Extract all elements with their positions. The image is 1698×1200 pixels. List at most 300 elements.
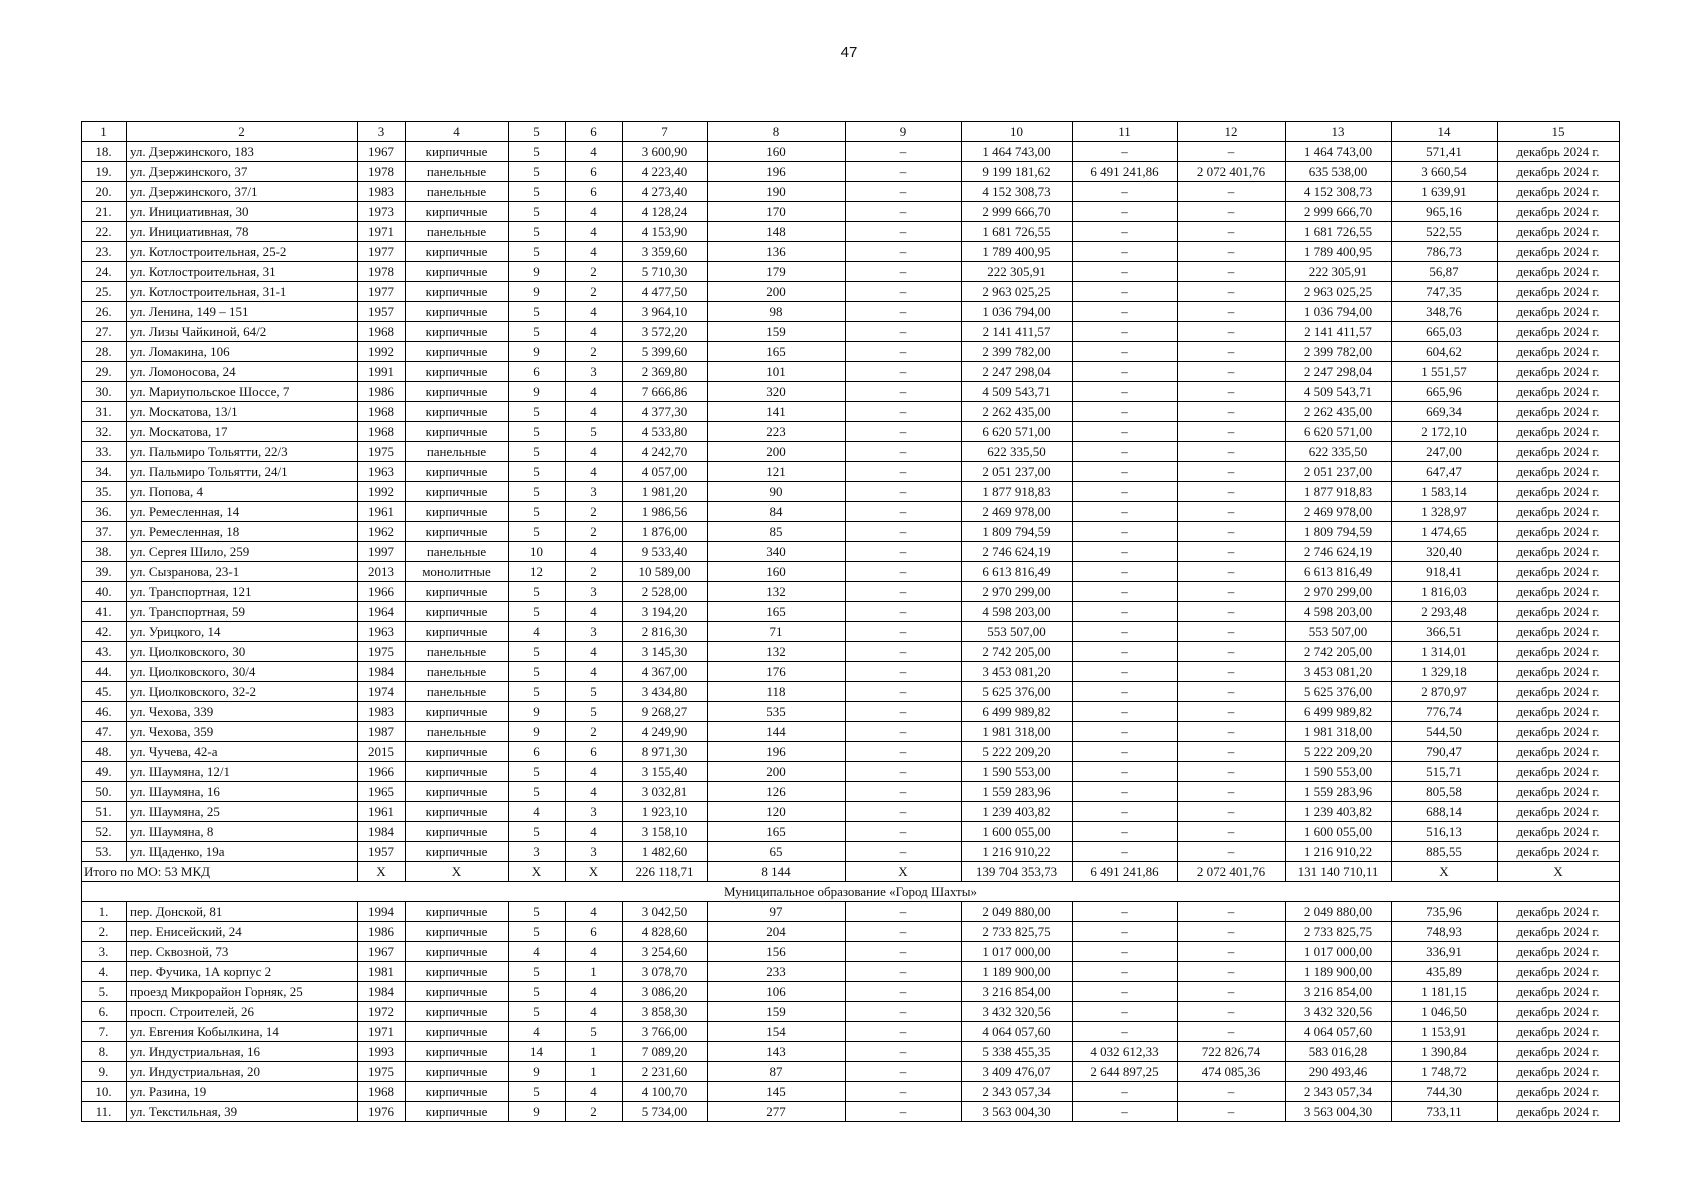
col-12-cell: –	[1178, 462, 1286, 482]
total-area-cell: 4 533,80	[623, 422, 708, 442]
floors-cell: 9	[509, 262, 566, 282]
total-cell: Х	[358, 862, 406, 882]
floors-cell: 5	[509, 602, 566, 622]
row-number-cell: 11.	[82, 1102, 127, 1122]
row-number-cell: 44.	[82, 662, 127, 682]
entrances-cell: 1	[566, 1042, 623, 1062]
col-13-cell: 4 598 203,00	[1286, 602, 1392, 622]
row-number-cell: 34.	[82, 462, 127, 482]
total-area-cell: 4 242,70	[623, 442, 708, 462]
year-built-cell: 1983	[358, 182, 406, 202]
col-11-cell: –	[1073, 1002, 1178, 1022]
total-area-cell: 3 766,00	[623, 1022, 708, 1042]
col-13-cell: 4 509 543,71	[1286, 382, 1392, 402]
total-cost-cell: 2 141 411,57	[962, 322, 1073, 342]
total-cost-cell: 6 620 571,00	[962, 422, 1073, 442]
floors-cell: 5	[509, 222, 566, 242]
entrances-cell: 6	[566, 182, 623, 202]
row-number-cell: 5.	[82, 982, 127, 1002]
entrances-cell: 3	[566, 582, 623, 602]
col-13-cell: 1 877 918,83	[1286, 482, 1392, 502]
address-cell: пер. Донской, 81	[127, 902, 358, 922]
col-13-cell: 3 453 081,20	[1286, 662, 1392, 682]
total-area-cell: 1 482,60	[623, 842, 708, 862]
col-13-cell: 553 507,00	[1286, 622, 1392, 642]
col-12-cell: –	[1178, 142, 1286, 162]
col-11-cell: –	[1073, 322, 1178, 342]
col-13-cell: 2 262 435,00	[1286, 402, 1392, 422]
floors-cell: 10	[509, 542, 566, 562]
col-13-cell: 2 970 299,00	[1286, 582, 1392, 602]
row-number-cell: 10.	[82, 1082, 127, 1102]
row-number-cell: 24.	[82, 262, 127, 282]
col-13-cell: 1 559 283,96	[1286, 782, 1392, 802]
total-cost-cell: 1 464 743,00	[962, 142, 1073, 162]
col-13-cell: 2 141 411,57	[1286, 322, 1392, 342]
col-14-cell: 2 293,48	[1392, 602, 1498, 622]
floors-cell: 5	[509, 922, 566, 942]
column-number-3: 3	[358, 122, 406, 142]
row-number-cell: 7.	[82, 1022, 127, 1042]
completion-date-cell: декабрь 2024 г.	[1498, 982, 1620, 1002]
total-cell: Х	[1392, 862, 1498, 882]
floors-cell: 5	[509, 902, 566, 922]
address-cell: ул. Шаумяна, 8	[127, 822, 358, 842]
table-row	[82, 262, 1620, 282]
year-built-cell: 1992	[358, 342, 406, 362]
total-cost-cell: 9 199 181,62	[962, 162, 1073, 182]
total-cell: 226 118,71	[623, 862, 708, 882]
wall-material-cell: кирпичные	[406, 502, 509, 522]
col-12-cell: –	[1178, 682, 1286, 702]
col-14-cell: 786,73	[1392, 242, 1498, 262]
address-cell: ул. Ремесленная, 14	[127, 502, 358, 522]
wall-material-cell: кирпичные	[406, 302, 509, 322]
residents-cell: 223	[708, 422, 846, 442]
total-cost-cell: 2 963 025,25	[962, 282, 1073, 302]
wall-material-cell: кирпичные	[406, 262, 509, 282]
col-9-cell: –	[846, 1002, 962, 1022]
wall-material-cell: панельные	[406, 722, 509, 742]
entrances-cell: 4	[566, 462, 623, 482]
residents-cell: 176	[708, 662, 846, 682]
col-14-cell: 885,55	[1392, 842, 1498, 862]
total-row	[82, 862, 1620, 882]
col-13-cell: 3 216 854,00	[1286, 982, 1392, 1002]
residents-cell: 165	[708, 822, 846, 842]
total-area-cell: 2 369,80	[623, 362, 708, 382]
residents-cell: 144	[708, 722, 846, 742]
col-13-cell: 3 432 320,56	[1286, 1002, 1392, 1022]
residents-cell: 165	[708, 602, 846, 622]
table-row	[82, 482, 1620, 502]
row-number-cell: 33.	[82, 442, 127, 462]
year-built-cell: 1983	[358, 702, 406, 722]
col-14-cell: 56,87	[1392, 262, 1498, 282]
total-area-cell: 3 158,10	[623, 822, 708, 842]
completion-date-cell: декабрь 2024 г.	[1498, 802, 1620, 822]
row-number-cell: 2.	[82, 922, 127, 942]
residents-cell: 200	[708, 762, 846, 782]
col-9-cell: –	[846, 262, 962, 282]
col-11-cell: –	[1073, 582, 1178, 602]
year-built-cell: 1977	[358, 282, 406, 302]
col-13-cell: 583 016,28	[1286, 1042, 1392, 1062]
year-built-cell: 1963	[358, 622, 406, 642]
entrances-cell: 4	[566, 642, 623, 662]
col-11-cell: –	[1073, 962, 1178, 982]
col-12-cell: –	[1178, 222, 1286, 242]
total-cost-cell: 2 262 435,00	[962, 402, 1073, 422]
floors-cell: 5	[509, 142, 566, 162]
col-9-cell: –	[846, 1062, 962, 1082]
year-built-cell: 1957	[358, 302, 406, 322]
row-number-cell: 25.	[82, 282, 127, 302]
col-12-cell: –	[1178, 622, 1286, 642]
entrances-cell: 4	[566, 542, 623, 562]
wall-material-cell: кирпичные	[406, 482, 509, 502]
total-cost-cell: 2 343 057,34	[962, 1082, 1073, 1102]
address-cell: проезд Микрорайон Горняк, 25	[127, 982, 358, 1002]
col-13-cell: 1 464 743,00	[1286, 142, 1392, 162]
total-cell: 139 704 353,73	[962, 862, 1073, 882]
table-row	[82, 242, 1620, 262]
col-13-cell: 2 247 298,04	[1286, 362, 1392, 382]
wall-material-cell: панельные	[406, 542, 509, 562]
table-row	[82, 922, 1620, 942]
completion-date-cell: декабрь 2024 г.	[1498, 922, 1620, 942]
col-13-cell: 2 999 666,70	[1286, 202, 1392, 222]
column-number-8: 8	[708, 122, 846, 142]
table-row	[82, 822, 1620, 842]
completion-date-cell: декабрь 2024 г.	[1498, 1082, 1620, 1102]
total-area-cell: 3 194,20	[623, 602, 708, 622]
wall-material-cell: кирпичные	[406, 342, 509, 362]
completion-date-cell: декабрь 2024 г.	[1498, 1102, 1620, 1122]
total-area-cell: 3 155,40	[623, 762, 708, 782]
total-area-cell: 2 816,30	[623, 622, 708, 642]
completion-date-cell: декабрь 2024 г.	[1498, 522, 1620, 542]
wall-material-cell: кирпичные	[406, 902, 509, 922]
year-built-cell: 1963	[358, 462, 406, 482]
col-11-cell: –	[1073, 402, 1178, 422]
total-cell: 131 140 710,11	[1286, 862, 1392, 882]
floors-cell: 5	[509, 302, 566, 322]
entrances-cell: 4	[566, 242, 623, 262]
year-built-cell: 1961	[358, 502, 406, 522]
col-12-cell: –	[1178, 1022, 1286, 1042]
col-9-cell: –	[846, 902, 962, 922]
residents-cell: 141	[708, 402, 846, 422]
residents-cell: 106	[708, 982, 846, 1002]
total-cell: Х	[566, 862, 623, 882]
residents-cell: 190	[708, 182, 846, 202]
row-number-cell: 18.	[82, 142, 127, 162]
year-built-cell: 1962	[358, 522, 406, 542]
year-built-cell: 1975	[358, 442, 406, 462]
col-12-cell: –	[1178, 542, 1286, 562]
col-11-cell: –	[1073, 702, 1178, 722]
col-13-cell: 2 399 782,00	[1286, 342, 1392, 362]
total-cost-cell: 4 598 203,00	[962, 602, 1073, 622]
col-11-cell: –	[1073, 382, 1178, 402]
wall-material-cell: кирпичные	[406, 762, 509, 782]
wall-material-cell: панельные	[406, 662, 509, 682]
col-12-cell: –	[1178, 342, 1286, 362]
col-9-cell: –	[846, 762, 962, 782]
col-11-cell: –	[1073, 902, 1178, 922]
address-cell: ул. Котлостроительная, 31	[127, 262, 358, 282]
col-11-cell: –	[1073, 222, 1178, 242]
address-cell: ул. Шаумяна, 25	[127, 802, 358, 822]
col-11-cell: –	[1073, 442, 1178, 462]
row-number-cell: 42.	[82, 622, 127, 642]
row-number-cell: 52.	[82, 822, 127, 842]
total-area-cell: 4 477,50	[623, 282, 708, 302]
col-14-cell: 1 390,84	[1392, 1042, 1498, 1062]
table-row	[82, 1022, 1620, 1042]
total-cell: 8 144	[708, 862, 846, 882]
floors-cell: 5	[509, 642, 566, 662]
col-9-cell: –	[846, 582, 962, 602]
col-11-cell: –	[1073, 422, 1178, 442]
entrances-cell: 4	[566, 1082, 623, 1102]
year-built-cell: 1964	[358, 602, 406, 622]
col-11-cell: –	[1073, 202, 1178, 222]
col-13-cell: 1 189 900,00	[1286, 962, 1392, 982]
completion-date-cell: декабрь 2024 г.	[1498, 262, 1620, 282]
col-14-cell: 348,76	[1392, 302, 1498, 322]
col-12-cell: –	[1178, 562, 1286, 582]
col-9-cell: –	[846, 382, 962, 402]
residents-cell: 136	[708, 242, 846, 262]
column-number-7: 7	[623, 122, 708, 142]
year-built-cell: 1992	[358, 482, 406, 502]
completion-date-cell: декабрь 2024 г.	[1498, 482, 1620, 502]
table-row	[82, 362, 1620, 382]
column-number-4: 4	[406, 122, 509, 142]
col-13-cell: 2 963 025,25	[1286, 282, 1392, 302]
floors-cell: 9	[509, 1102, 566, 1122]
floors-cell: 12	[509, 562, 566, 582]
table-row	[82, 1082, 1620, 1102]
col-13-cell: 1 681 726,55	[1286, 222, 1392, 242]
wall-material-cell: панельные	[406, 182, 509, 202]
col-14-cell: 744,30	[1392, 1082, 1498, 1102]
col-13-cell: 1 600 055,00	[1286, 822, 1392, 842]
col-13-cell: 2 733 825,75	[1286, 922, 1392, 942]
col-11-cell: –	[1073, 522, 1178, 542]
total-cost-cell: 1 600 055,00	[962, 822, 1073, 842]
year-built-cell: 1967	[358, 942, 406, 962]
col-11-cell: –	[1073, 762, 1178, 782]
year-built-cell: 1968	[358, 322, 406, 342]
registry-table-body	[82, 122, 1620, 1122]
col-12-cell: –	[1178, 982, 1286, 1002]
col-13-cell: 1 036 794,00	[1286, 302, 1392, 322]
row-number-cell: 4.	[82, 962, 127, 982]
wall-material-cell: кирпичные	[406, 742, 509, 762]
table-row	[82, 422, 1620, 442]
col-13-cell: 5 625 376,00	[1286, 682, 1392, 702]
entrances-cell: 4	[566, 982, 623, 1002]
page-number: 47	[840, 44, 858, 61]
col-13-cell: 6 620 571,00	[1286, 422, 1392, 442]
residents-cell: 160	[708, 142, 846, 162]
total-area-cell: 4 223,40	[623, 162, 708, 182]
year-built-cell: 1984	[358, 982, 406, 1002]
address-cell: пер. Енисейский, 24	[127, 922, 358, 942]
row-number-cell: 50.	[82, 782, 127, 802]
address-cell: ул. Ремесленная, 18	[127, 522, 358, 542]
address-cell: ул. Текстильная, 39	[127, 1102, 358, 1122]
col-14-cell: 571,41	[1392, 142, 1498, 162]
row-number-cell: 53.	[82, 842, 127, 862]
col-12-cell: –	[1178, 822, 1286, 842]
completion-date-cell: декабрь 2024 г.	[1498, 542, 1620, 562]
wall-material-cell: кирпичные	[406, 1062, 509, 1082]
completion-date-cell: декабрь 2024 г.	[1498, 562, 1620, 582]
wall-material-cell: кирпичные	[406, 602, 509, 622]
entrances-cell: 2	[566, 722, 623, 742]
table-row	[82, 142, 1620, 162]
address-cell: ул. Лизы Чайкиной, 64/2	[127, 322, 358, 342]
table-row	[82, 582, 1620, 602]
entrances-cell: 4	[566, 1002, 623, 1022]
year-built-cell: 1984	[358, 662, 406, 682]
address-cell: ул. Чехова, 359	[127, 722, 358, 742]
entrances-cell: 3	[566, 842, 623, 862]
wall-material-cell: монолитные	[406, 562, 509, 582]
table-row	[82, 662, 1620, 682]
year-built-cell: 1968	[358, 422, 406, 442]
row-number-cell: 37.	[82, 522, 127, 542]
col-9-cell: –	[846, 722, 962, 742]
floors-cell: 9	[509, 382, 566, 402]
floors-cell: 9	[509, 342, 566, 362]
col-14-cell: 435,89	[1392, 962, 1498, 982]
residents-cell: 143	[708, 1042, 846, 1062]
col-13-cell: 2 051 237,00	[1286, 462, 1392, 482]
total-cost-cell: 5 338 455,35	[962, 1042, 1073, 1062]
year-built-cell: 1957	[358, 842, 406, 862]
col-9-cell: –	[846, 782, 962, 802]
floors-cell: 5	[509, 982, 566, 1002]
year-built-cell: 1973	[358, 202, 406, 222]
wall-material-cell: кирпичные	[406, 1082, 509, 1102]
total-area-cell: 3 032,81	[623, 782, 708, 802]
table-row	[82, 782, 1620, 802]
entrances-cell: 2	[566, 1102, 623, 1122]
row-number-cell: 49.	[82, 762, 127, 782]
col-12-cell: –	[1178, 702, 1286, 722]
col-14-cell: 3 660,54	[1392, 162, 1498, 182]
total-cost-cell: 4 152 308,73	[962, 182, 1073, 202]
year-built-cell: 1967	[358, 142, 406, 162]
entrances-cell: 3	[566, 802, 623, 822]
address-cell: ул. Инициативная, 78	[127, 222, 358, 242]
column-number-row	[82, 122, 1620, 142]
col-11-cell: –	[1073, 822, 1178, 842]
col-14-cell: 647,47	[1392, 462, 1498, 482]
residents-cell: 118	[708, 682, 846, 702]
floors-cell: 5	[509, 182, 566, 202]
col-12-cell: –	[1178, 1082, 1286, 1102]
col-11-cell: –	[1073, 922, 1178, 942]
total-cost-cell: 1 681 726,55	[962, 222, 1073, 242]
total-cost-cell: 2 399 782,00	[962, 342, 1073, 362]
residents-cell: 170	[708, 202, 846, 222]
residents-cell: 200	[708, 282, 846, 302]
address-cell: ул. Урицкого, 14	[127, 622, 358, 642]
row-number-cell: 35.	[82, 482, 127, 502]
total-area-cell: 4 100,70	[623, 1082, 708, 1102]
residents-cell: 233	[708, 962, 846, 982]
col-9-cell: –	[846, 962, 962, 982]
wall-material-cell: кирпичные	[406, 582, 509, 602]
table-row	[82, 542, 1620, 562]
total-cost-cell: 3 453 081,20	[962, 662, 1073, 682]
address-cell: ул. Москатова, 13/1	[127, 402, 358, 422]
address-cell: ул. Циолковского, 32-2	[127, 682, 358, 702]
col-14-cell: 515,71	[1392, 762, 1498, 782]
col-13-cell: 1 216 910,22	[1286, 842, 1392, 862]
address-cell: просп. Строителей, 26	[127, 1002, 358, 1022]
table-row	[82, 322, 1620, 342]
address-cell: ул. Дзержинского, 37	[127, 162, 358, 182]
floors-cell: 4	[509, 1022, 566, 1042]
col-9-cell: –	[846, 1042, 962, 1062]
col-9-cell: –	[846, 602, 962, 622]
floors-cell: 9	[509, 702, 566, 722]
year-built-cell: 2015	[358, 742, 406, 762]
floors-cell: 5	[509, 322, 566, 342]
completion-date-cell: декабрь 2024 г.	[1498, 682, 1620, 702]
wall-material-cell: кирпичные	[406, 462, 509, 482]
year-built-cell: 1966	[358, 582, 406, 602]
table-row	[82, 442, 1620, 462]
entrances-cell: 4	[566, 662, 623, 682]
completion-date-cell: декабрь 2024 г.	[1498, 702, 1620, 722]
entrances-cell: 4	[566, 902, 623, 922]
address-cell: пер. Сквозной, 73	[127, 942, 358, 962]
table-row	[82, 382, 1620, 402]
address-cell: ул. Индустриальная, 16	[127, 1042, 358, 1062]
total-area-cell: 1 981,20	[623, 482, 708, 502]
col-9-cell: –	[846, 682, 962, 702]
residents-cell: 97	[708, 902, 846, 922]
entrances-cell: 6	[566, 162, 623, 182]
floors-cell: 5	[509, 162, 566, 182]
residents-cell: 165	[708, 342, 846, 362]
col-13-cell: 3 563 004,30	[1286, 1102, 1392, 1122]
total-cost-cell: 1 036 794,00	[962, 302, 1073, 322]
year-built-cell: 1978	[358, 262, 406, 282]
col-12-cell: –	[1178, 322, 1286, 342]
col-12-cell: –	[1178, 742, 1286, 762]
residents-cell: 120	[708, 802, 846, 822]
col-14-cell: 665,03	[1392, 322, 1498, 342]
address-cell: ул. Ленина, 149 – 151	[127, 302, 358, 322]
col-14-cell: 544,50	[1392, 722, 1498, 742]
column-number-11: 11	[1073, 122, 1178, 142]
total-cost-cell: 1 789 400,95	[962, 242, 1073, 262]
table-row	[82, 562, 1620, 582]
wall-material-cell: кирпичные	[406, 622, 509, 642]
wall-material-cell: кирпичные	[406, 822, 509, 842]
residents-cell: 98	[708, 302, 846, 322]
entrances-cell: 4	[566, 442, 623, 462]
